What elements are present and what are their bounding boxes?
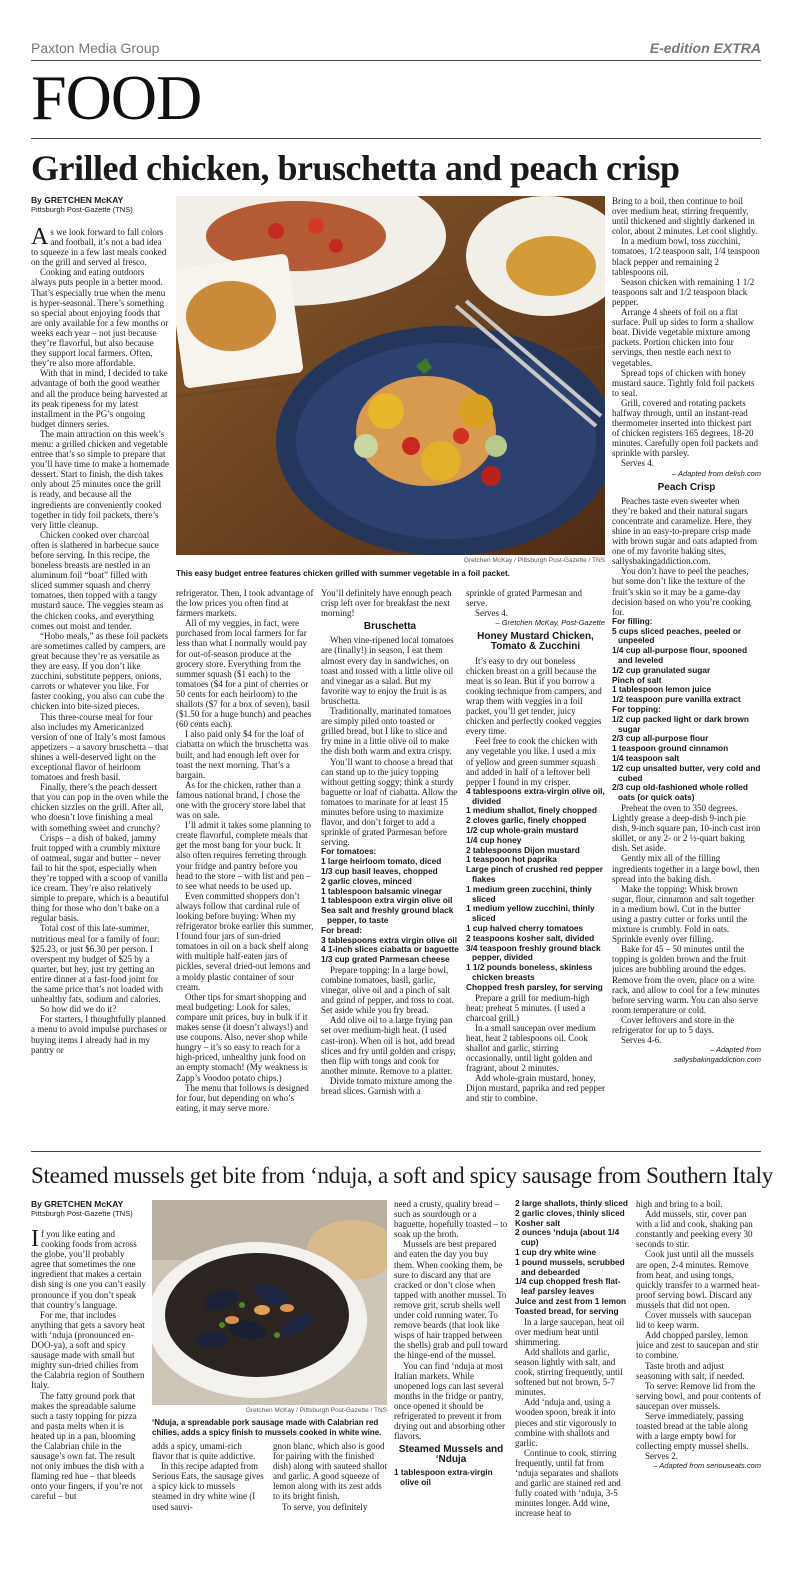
story1-step: Grill, covered and rotating packets halfway through, until an instant-read thermometer inserted into thickest part of chicken registers 165 degrees, 18-20 minutes. Carefully open foil packets and sprinkle with parsley.: [612, 397, 758, 459]
ingredient: 1 teaspoon hot paprika: [466, 854, 557, 865]
mussels-source: – Adapted from seriouseats.com: [653, 1461, 761, 1471]
ingredient: 1/2 cup unsalted butter, very cold and cubed: [612, 762, 761, 783]
ingredient: 1/4 cup chopped fresh flat-leaf parsley leaves: [515, 1276, 621, 1297]
story1-dropcap: A: [31, 227, 49, 250]
ingredient: 1 medium green zucchini, thinly sliced: [466, 883, 592, 904]
story1-para: Finally, there’s the peach dessert that you can pop in the oven while the chicken sizzles on the grill. After all, who doesn’t love finishing a meal with something sweet and crunchy?: [31, 782, 169, 833]
story2-column-6: [636, 1199, 761, 1561]
publisher-name: Paxton Media Group: [31, 40, 160, 56]
story1-org: Pittsburgh Post-Gazette (TNS): [31, 205, 133, 214]
story1-step: Cover leftovers and store in the refrigerator for up to 5 days.: [612, 1014, 735, 1036]
story1-step: Prepare topping: In a large bowl, combine tomatoes, basil, garlic, vinegar, olive oil and a pinch of salt and grind of pepper, and toss to coat. Set aside while you fry bread.: [321, 964, 454, 1016]
ingredient: 1 tablespoon balsamic vinegar: [321, 885, 442, 896]
ingredient: Large pinch of crushed red pepper flakes: [466, 864, 603, 884]
story2-step: Taste broth and adjust seasoning with salt, if needed.: [636, 1360, 745, 1381]
story1-para: I also paid only $4 for the loaf of ciabatta on which the bruschetta was built, and had enough left over for toast the next morning. That’s a bargain.: [176, 729, 309, 780]
ingredient: 2 cloves garlic, finely chopped: [466, 815, 587, 826]
ingredient: 1/3 cup basil leaves, chopped: [321, 865, 438, 876]
edition-label: E-edition EXTRA: [649, 40, 761, 56]
story1-step: Serves 4-6.: [621, 1035, 662, 1046]
ingredient: 4 1-inch slices ciabatta or baguette: [321, 944, 459, 955]
story1-step: Divide tomato mixture among the bread slices. Garnish with a: [321, 1075, 452, 1097]
ingredient: Pinch of salt: [612, 674, 662, 685]
ingredient: 1/2 teaspoon pure vanilla extract: [612, 694, 741, 705]
ingredient: 2 teaspoons kosher salt, divided: [466, 932, 595, 943]
chicken-source: – Adapted from delish.com: [672, 468, 761, 478]
story1-step: Bring to a boil, then continue to boil over medium heat, stirring frequently, until thickened and slightly darkened in color, about 2 minutes. Let cool slightly.: [612, 196, 758, 237]
story2-caption: ‘Nduja, a spreadable pork sausage made with Calabrian red chilies, adds a spicy finish to mussels cooked in white wine.: [152, 1418, 382, 1437]
ingredient: 1 tablespoon lemon juice: [612, 684, 712, 695]
ingredient: 1 medium shallot, finely chopped: [466, 805, 597, 816]
ingredient: 3 tablespoons extra virgin olive oil: [321, 934, 458, 945]
ingredient: 1/4 cup honey: [466, 834, 522, 845]
story2-photo: [152, 1200, 387, 1405]
story1-step: Spread tops of chicken with honey mustard sauce. Tightly fold foil packets to seal.: [612, 367, 755, 398]
story2-photo-credit: Gretchen McKay / Pittsburgh Post-Gazette / TNS: [245, 1407, 387, 1414]
story2-headline: Steamed mussels get bite from ‘nduja, a soft and spicy sausage from Southern Italy: [31, 1163, 773, 1188]
ingredient: 2 garlic cloves, minced: [321, 875, 412, 886]
story2-step: Cover mussels with saucepan lid to keep warm.: [636, 1310, 752, 1331]
ingredient: 1 teaspoon ground cinnamon: [612, 743, 729, 754]
story2-column-3: [273, 1441, 387, 1561]
story1-para: You don’t have to peel the peaches, but some don’t like the texture of the fruit’s skin so it may be a game-day decision based on who you’re cooking for.: [612, 566, 751, 617]
story2-step: Add shallots and garlic, season lightly with salt, and cook, stirring frequently, until softened but not brown, 5-7 minutes.: [515, 1346, 623, 1398]
story1-para: Traditionally, marinated tomatoes are simply piled onto toasted or grilled bread, but I like to slice and fry mine in a little olive oil to make the dish both warm and extra crispy.: [321, 706, 452, 757]
story1-para: Other tips for smart shopping and meal budgeting: Look for sales, compare unit prices, buy in bulk if it makes sense (it doesn’t always!) and use coupons. Also, never shop while hungry – it’s so easy to reach for a high-priced, unhealthy junk food on an empty stomach! (My weakness is Zapp’s Voodoo potato chips.): [176, 991, 309, 1083]
ingredient: 1/4 cup all-purpose flour, spooned and leveled: [612, 645, 748, 666]
story1-step: Add whole-grain mustard, honey, Dijon mustard, paprika and red pepper and stir to combine.: [466, 1073, 605, 1104]
peach-crisp-title: Peach Crisp: [657, 481, 716, 493]
mussels-recipe-title: Steamed Mussels and ‘Nduja: [398, 1444, 504, 1466]
story2-step: In a large saucepan, heat oil over medium heat until shimmering.: [515, 1316, 625, 1347]
story1-para: “Hobo meals,” as these foil packets are sometimes called by campers, are great because they’re as versatile as they are easy. If you don’t like zucchini, substitute peppers, onions, carrots or whatever you like. For faster cooking, you also can cube the chicken into bite-sized pieces.: [31, 630, 168, 712]
story1-step: Serves 4.: [621, 458, 654, 469]
ingredient-heading: For filling:: [612, 615, 653, 626]
story1-para: When vine-ripened local tomatoes are (finally!) in season, I eat them almost every day in sandwiches, on toast and tossed with a little olive oil and vinegar as a salad. But my favorite way to enjoy the fruit is as bruschetta.: [321, 635, 454, 706]
story1-byline: By GRETCHEN McKAY: [31, 195, 124, 205]
story2-para: To serve, you definitely: [282, 1501, 368, 1512]
honey-mustard-title: Honey Mustard Chicken, Tomato & Zucchini: [477, 631, 594, 653]
story1-para: Feel free to cook the chicken with any vegetable you like. I used a mix of yellow and green summer squash and added in half of a leftover bell pepper I found in my crisper.: [466, 736, 598, 787]
story2-para: Mussels are best prepared and eaten the day you buy them. When cooking them, be sure to discard any that are cracked or don’t close when tapped with another mussel. To remove grit, scrub shells well under cold running water. To remove beards (that look like wisps of hair trapped between the shells) grab and pull toward the hinge-end of the mussel.: [394, 1239, 508, 1361]
story2-para: You can find ‘nduja at most Italian markets. While unopened logs can last several months in the fridge or pantry, once opened it should be refrigerated to prevent it from drying out and absorbing other flavors.: [394, 1360, 505, 1442]
ingredient: 1 cup halved cherry tomatoes: [466, 922, 584, 933]
story1-para: The menu that follows is designed for four, but depending on who’s eating, it may serve more.: [176, 1082, 309, 1113]
story1-step: Make the topping: Whisk brown sugar, flour, cinnamon and salt together in a medium bowl. Cut in the butter using a pastry cutter or forks until the mixture is crumbly. Fold in oats. Sprinkle evenly over filling.: [612, 883, 755, 945]
ingredient: 5 cups sliced peaches, peeled or unpeeled: [612, 625, 742, 646]
story2-column-4: [394, 1199, 508, 1561]
story1-step: Prepare a grill for medium-high heat; preheat 5 minutes. (I used a charcoal grill.): [466, 992, 590, 1023]
story1-para: I’ll admit it takes some planning to create flavorful, complete meals that get the most bang for your buck. It also often requires ferreting through your fridge and pantry before you head to the store – with list and pen – to see what needs to be used up.: [176, 820, 311, 891]
story1-para: refrigerator. Then, I took advantage of the low prices you often find at farmers markets.: [176, 588, 314, 619]
ingredient: 2/3 cup old-fashioned whole rolled oats (or quick oats): [612, 782, 748, 803]
story2-org: Pittsburgh Post-Gazette (TNS): [31, 1209, 133, 1218]
story1-para: s we look forward to fall colors and football, it’s not a bad idea to squeeze in a few last meals cooked on the grill and served al fresco.: [31, 227, 167, 268]
story1-step: Gently mix all of the filling ingredients together in a large bowl, then spread into the baking dish.: [612, 853, 760, 884]
story1-column-5: [612, 196, 761, 1146]
story1-column-3: [321, 588, 459, 1146]
ingredient: 1 tablespoon extra virgin olive oil: [321, 895, 453, 906]
story2-step: Add mussels, stir, cover pan with a lid and cook, shaking pan constantly and peeking every 30 seconds to stir.: [636, 1209, 753, 1250]
ingredient: 3/4 teaspoon freshly ground black pepper, divided: [466, 942, 601, 963]
story1-column-2: [176, 588, 314, 1146]
header-rule: [31, 60, 761, 61]
section-title: FOOD: [31, 62, 202, 133]
story2-step: Serves 2.: [645, 1451, 678, 1462]
story1-caption: This easy budget entree features chicken grilled with summer vegetable in a foil packet.: [176, 569, 510, 578]
story2-dropcap: I: [31, 1229, 39, 1252]
ingredient-heading: For topping:: [612, 704, 661, 715]
story1-step: In a medium bowl, toss zucchini, tomatoes, 1/2 teaspoon salt, 1/4 teaspoon black pepper and remaining 2 tablespoons oil.: [612, 236, 760, 277]
story1-para: Total cost of this late-summer, nutritious meal for a family of four: $25.23, or just $6.30 per person. I overspent my budget of $25 by a quarter, but hey, just try getting an entire dinner at a fast-food joint for the same price that’s not loaded with unhealthy fats, sodium and calories.: [31, 923, 163, 1005]
section-rule: [31, 138, 761, 139]
story1-para: This three-course meal for four also includes my Americanized version of one of Italy’s most famous appetizers – a savory bruschetta – that shines a well-deserved light on the exceptional flavor of heirloom tomatoes and fresh basil.: [31, 711, 169, 783]
story2-para: For me, that includes anything that gets a savory heat with ‘nduja (pronounced en-DOO-ya), a soft and spicy sausage made with small but mighty sun-dried chilies from the Calabria region of Southern Italy.: [31, 1309, 145, 1391]
story2-para: In this recipe adapted from Serious Eats, the sausage gives a spicy kick to mussels steamed in dry white wine (I used sauvi-: [152, 1461, 264, 1512]
chicken-dish-image: [176, 196, 605, 555]
ingredient: 1/2 cup packed light or dark brown sugar: [612, 713, 749, 734]
story2-para: need a crusty, quality bread – such as sourdough or a baguette, hopefully toasted – to soak up the broth.: [394, 1199, 508, 1240]
story2-step: Continue to cook, stirring frequently, until fat from ‘nduja separates and shallots and garlic are stained red and fully coated with ‘nduja, 3-5 minutes longer. Add wine, increase heat to: [515, 1447, 621, 1519]
story1-step: Preheat the oven to 350 degrees. Lightly grease a deep-dish 9-inch pie dish, 9-inch square pan, 10-inch cast iron skillet, or any 2- or 2 ½-quart baking dish. Set aside.: [612, 802, 761, 854]
story2-byline-block: [31, 1199, 171, 1218]
mussels-dish-image: [152, 1200, 387, 1405]
ingredient: Toasted bread, for serving: [515, 1305, 619, 1316]
story2-column-5: [515, 1199, 629, 1561]
story2-para: adds a spicy, umami-rich flavor that is quite addictive.: [152, 1441, 256, 1462]
story2-para: gnon blanc, which also is good for pairing with the finished dish) along with sauteed shallot and garlic. A good squeeze of lemon along with its zest adds to its bright finish.: [273, 1441, 387, 1502]
story1-para: All of my veggies, in fact, were purchased from local farmers for far less than what I normally would pay for out-of-season produce at the grocery store. Everything from the summer squash ($1 each) to the tomatoes ($4 for a pint of cherries or 50 cents for each heirloom) to the shallots ($7 for a box of seven), basil ($1.50 for a huge bunch) and peaches (60 cents each).: [176, 618, 312, 730]
ingredient: 1 cup dry white wine: [515, 1246, 597, 1257]
ingredient: 1 1/2 pounds boneless, skinless chicken breasts: [466, 962, 593, 982]
ingredient: 1/2 cup granulated sugar: [612, 664, 711, 675]
story1-para: The main attraction on this week’s menu: a grilled chicken and vegetable entree that’s so simple to prepare that you’ll have time to make a homemade dessert. Start to finish, the dish takes only about 25 minutes once the grill is ready, and because all the ingredients are conveniently cooked together in tidy foil packets, there’s very little cleanup.: [31, 428, 169, 530]
ingredient: 1/2 cup whole-grain mustard: [466, 824, 579, 835]
ingredient: Juice and zest from 1 lemon: [515, 1295, 627, 1306]
story2-column-2: [152, 1441, 265, 1561]
ingredient: 1 medium yellow zucchini, thinly sliced: [466, 903, 595, 924]
story1-para: Cooking and eating outdoors always puts people in a better mood. That’s especially true when the menu is hyper-seasonal. There’s something so special about enjoying foods that are only available for a few months or weeks each year – not just because they’re flavorful, but also because they support local farmers. Often, they’re also more affordable.: [31, 267, 169, 369]
story1-step: In a small saucepan over medium heat, heat 2 tablespoons oil. Cook shallot and garlic, stirring occasionally, until light golden and fragrant, about 2 minutes.: [466, 1022, 596, 1074]
ingredient-heading: For bread:: [321, 924, 363, 935]
peach-source: – Adapted from: [709, 1045, 761, 1055]
story1-step: Add olive oil to a large frying pan set over medium-high heat. (I used cast-iron). When oil is hot, add bread slices and fry until golden and crispy, then flip with tongs and cook for another minute. Remove to a platter.: [321, 1015, 456, 1076]
story1-headline: Grilled chicken, bruschetta and peach crisp: [31, 148, 680, 188]
story2-step: To serve: Remove lid from the serving bowl, and pour contents of saucepan over mussels.: [636, 1380, 761, 1411]
story1-para: You’ll definitely have enough peach crisp left over for breakfast the next morning!: [321, 588, 452, 619]
story2-byline: By GRETCHEN McKAY: [31, 1199, 124, 1209]
story1-step: Season chicken with remaining 1 1/2 teaspoons salt and 1/2 teaspoon black pepper.: [612, 276, 755, 307]
story-divider: [31, 1151, 761, 1152]
story1-para: Crisps – a dish of baked, jammy fruit topped with a crumbly mixture of oatmeal, sugar and butter – never fail to hit the spot, especially when they’re topped with a scoop of vanilla ice cream. They’re also relatively simple to prepare, which is a beautiful thing for those who don’t bake on a regular basis.: [31, 832, 169, 924]
story1-serves: Serves 4.: [475, 608, 508, 619]
story1-para: You’ll want to choose a bread that can stand up to the juicy topping without getting soggy; think a sturdy baguette or loaf of ciabatta. Allow the tomatoes to marinate for at least 15 minutes before using to maximize flavor, and don’t forget to add a sprinkle of grated Parmesan before serving.: [321, 756, 458, 848]
story2-step: Add ‘nduja and, using a wooden spoon, break it into pieces and stir vigorously to combine with shallots and garlic.: [515, 1397, 617, 1448]
ingredient-heading: For tomatoes:: [321, 846, 377, 857]
ingredient: 1 tablespoon extra-virgin olive oil: [394, 1467, 493, 1488]
story1-photo-credit: Gretchen McKay / Pittsburgh Post-Gazette / TNS: [463, 557, 605, 564]
story2-para: The fatty ground pork that makes the spreadable salume such a tasty topping for pizza and pasta melts when it is heated up in a pan, blooming the Calabrian chile in the sausage’s own fat. The result not only imbues the dish with a flaming red hue – that bleeds onto your fingers, if you’re not careful – but: [31, 1390, 144, 1502]
story1-para: Peaches taste even sweeter when they’re baked and their natural sugars concentrate and caramelize. Here, they shine in an easy-to-prepare crisp made with brown sugar and oats adapted from one of my favorite baking sites, sallysbakingaddiction.com.: [612, 495, 757, 567]
story1-para: It’s easy to dry out boneless chicken breast on a grill because the meat is so lean. But if you borrow a cooking technique from campers, and wrap them with veggies in a foil packet, you’ll get tender, juicy chicken and perfectly cooked veggies every time.: [466, 655, 602, 737]
story1-step: Bake for 45 – 50 minutes until the topping is golden brown and the fruit juices are bubbling around the edges. Remove from the oven, place on a wire rack, and allow to cool for a few minutes before serving warm. You can also serve room temperature or cold.: [612, 944, 760, 1015]
story1-column-1: [31, 227, 169, 1146]
story2-step: Serve immediately, passing toasted bread at the table along with a large empty bowl for collecting empty mussel shells.: [636, 1410, 749, 1452]
story1-para: Chicken cooked over charcoal often is slathered in barbecue sauce before serving. In this recipe, the boneless breasts are nestled in an aluminum foil “boat” filled with sliced summer squash and cherry tomatoes, then topped with a tangy mustard sauce. The veggies steam as the chicken cooks, and everything comes out moist and tender.: [31, 529, 164, 631]
story1-para: As for the chicken, rather than a famous national brand, I chose the one with the grocery store label that was on sale.: [176, 779, 306, 821]
story1-photo: [176, 196, 605, 555]
peach-source-site: sallysbakingaddiction.com: [673, 1055, 761, 1065]
story2-para: f you like eating and cooking foods from across the globe, you’ll probably agree that sometimes the one ingredient that makes a certain dish sing is one you can’t easily pronounce if you don’t speak that country’s language.: [31, 1229, 146, 1310]
story1-para: So how did we do it?: [40, 1004, 117, 1015]
bruschetta-source: – Gretchen McKay, Post-Gazette: [495, 618, 605, 628]
story2-column-1: [31, 1229, 146, 1561]
story1-para: Even committed shoppers don’t always follow that cardinal rule of looking before buying: When my refrigerator broke earlier this summer, I found four jars of sun-dried tomatoes in oil on a back shelf along with multiple half-eaten jars of pickles, several dried-out lemons and a moldy plastic container of sour cream.: [176, 890, 314, 992]
ingredient: 2 garlic cloves, thinly sliced: [515, 1207, 625, 1218]
ingredient: 2 large shallots, thinly sliced: [515, 1199, 628, 1208]
ingredient: 1/4 teaspoon salt: [612, 753, 680, 763]
ingredient: 1 large heirloom tomato, diced: [321, 856, 442, 867]
ingredient: Kosher salt: [515, 1217, 561, 1228]
story1-byline-block: [31, 195, 171, 214]
ingredient: 1/3 cup grated Parmesan cheese: [321, 954, 450, 965]
ingredient: 2 tablespoons Dijon mustard: [466, 844, 580, 855]
ingredient: 2/3 cup all-purpose flour: [612, 733, 709, 744]
ingredient: 1 pound mussels, scrubbed and debearded: [515, 1256, 625, 1277]
story1-para: sprinkle of grated Parmesan and serve.: [466, 588, 582, 609]
story1-step: Arrange 4 sheets of foil on a flat surface. Pull up sides to form a shallow boat. Divide vegetable mixture among packets. Portion chicken into four servings, then nestle each next to vegetables.: [612, 307, 754, 368]
story2-step: high and bring to a boil.: [636, 1199, 723, 1209]
story1-column-4: [466, 588, 605, 1146]
ingredient: 2 ounces ‘nduja (about 1/4 cup): [515, 1227, 620, 1248]
ingredient: 4 tablespoons extra-virgin olive oil, divided: [466, 785, 605, 806]
bruschetta-title: Bruschetta: [363, 621, 417, 633]
ingredient: Sea salt and freshly ground black pepper, to taste: [321, 905, 454, 925]
ingredient: Chopped fresh parsley, for serving: [466, 981, 603, 992]
story2-step: Cook just until all the mussels are open, 2-4 minutes. Remove from heat, and using tongs, quickly transfer to a warmed heat-proof serving bowl. Discard any mussels that did not open.: [636, 1249, 760, 1310]
story2-step: Add chopped parsley, lemon juice and zest to saucepan and stir to combine.: [636, 1330, 759, 1361]
story1-para: With that in mind, I decided to take advantage of both the good weather and all the produce being harvested at its peak ripeness for my latest installment in the PG’s ongoing budget dinners series.: [31, 368, 168, 429]
story1-para: For starters, I thoughtfully planned a menu to avoid impulse purchases or buying items I already had in my pantry or: [31, 1014, 167, 1055]
